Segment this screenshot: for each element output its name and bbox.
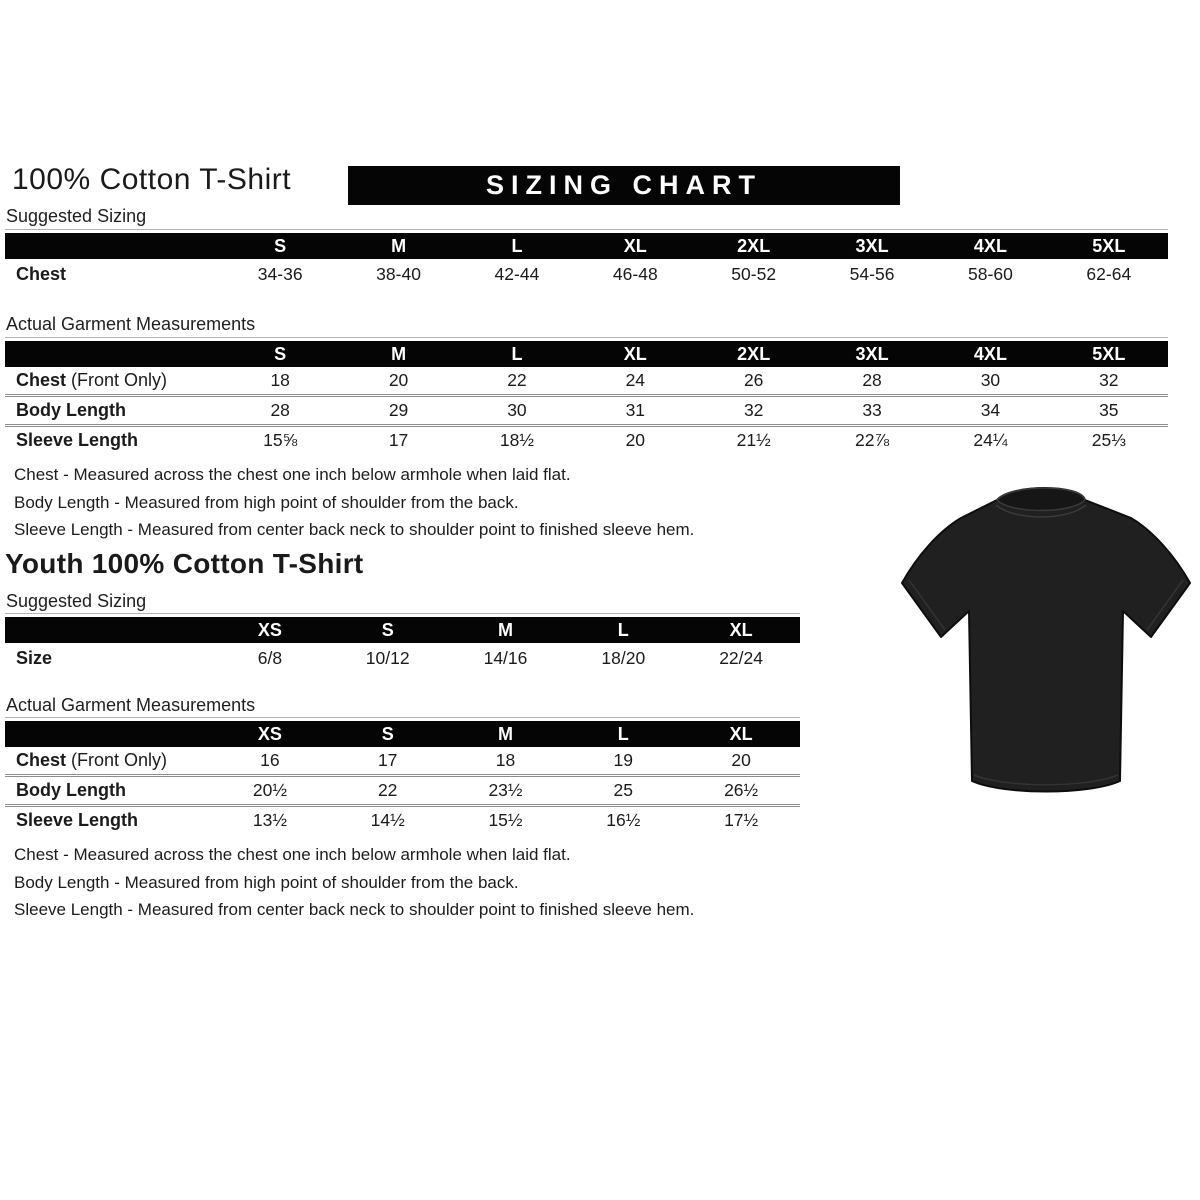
measurement-cell: 24¼ — [931, 426, 1049, 455]
measurement-cell: 26 — [743, 370, 764, 390]
size-column-header: L — [564, 721, 682, 747]
adult-measurement-notes — [14, 461, 694, 544]
size-column-header: S — [329, 617, 447, 643]
page-title: 100% Cotton T-Shirt — [12, 163, 292, 196]
header-spacer-cell — [5, 617, 211, 643]
header-spacer-cell — [5, 341, 221, 367]
measurement-cell: 38-40 — [376, 264, 421, 284]
measurement-cell: 20½ — [211, 776, 329, 806]
table-row — [5, 259, 1168, 290]
measurement-cell: 14½ — [329, 806, 447, 835]
measurement-cell: 28 — [862, 370, 882, 390]
measurement-cell: 19 — [613, 750, 634, 770]
measurement-cell: 50-52 — [731, 264, 777, 284]
row-label: Body Length — [5, 396, 221, 426]
sizing-chart-banner — [348, 166, 900, 205]
measurement-cell: 17 — [339, 426, 457, 455]
size-column-header: M — [447, 721, 565, 747]
size-column-header: XS — [211, 721, 329, 747]
measurement-cell: 30 — [980, 370, 1001, 390]
table-row — [5, 367, 1168, 396]
measurement-cell: 34-36 — [257, 264, 303, 284]
measurement-cell: 16 — [260, 750, 280, 770]
measurement-cell: 46-48 — [612, 264, 658, 284]
measurement-cell: 18 — [495, 750, 516, 770]
size-column-header: S — [329, 721, 447, 747]
measurement-cell: 25 — [564, 776, 682, 806]
adult-suggested-sizing-table — [5, 233, 1168, 290]
youth-suggested-sizing-label: Suggested Sizing — [6, 591, 147, 611]
measurement-cell: 42-44 — [494, 264, 540, 284]
measurement-cell: 31 — [576, 396, 694, 426]
measurement-cell: 24 — [625, 370, 646, 390]
adult-actual-measurements-label: Actual Garment Measurements — [6, 314, 256, 334]
divider-rule — [5, 717, 800, 718]
size-column-header: 3XL — [813, 233, 931, 259]
note-line: Sleeve Length - Measured from center back neck to shoulder point to finished sleeve hem. — [14, 520, 695, 539]
sizing-chart-banner-text: SIZING CHART — [486, 170, 762, 200]
measurement-cell: 20 — [576, 426, 694, 455]
measurement-cell: 18½ — [458, 426, 576, 455]
size-column-header: L — [458, 233, 576, 259]
adult-suggested-sizing-label: Suggested Sizing — [6, 206, 147, 226]
table-row — [5, 806, 800, 835]
measurement-cell: 23½ — [447, 776, 565, 806]
row-label: Chest (Front Only) — [16, 370, 168, 390]
measurement-cell: 28 — [221, 396, 339, 426]
divider-rule — [5, 613, 800, 614]
youth-actual-measurements-table — [5, 721, 800, 834]
row-label: Sleeve Length — [5, 426, 221, 455]
row-label: Sleeve Length — [5, 806, 211, 835]
size-column-header: 5XL — [1050, 233, 1168, 259]
youth-section-title: Youth 100% Cotton T-Shirt — [5, 548, 364, 579]
note-line: Sleeve Length - Measured from center back neck to shoulder point to finished sleeve hem. — [14, 900, 695, 919]
youth-measurement-notes — [14, 841, 694, 924]
size-column-header: XL — [682, 721, 800, 747]
header-spacer-cell — [5, 721, 211, 747]
measurement-cell: 16½ — [564, 806, 682, 835]
measurement-cell: 32 — [695, 396, 813, 426]
measurement-cell: 21½ — [695, 426, 813, 455]
measurement-cell: 13½ — [211, 806, 329, 835]
measurement-cell: 18/20 — [601, 648, 646, 668]
size-column-header: L — [458, 341, 576, 367]
row-label: Chest — [16, 264, 67, 284]
measurement-cell: 15½ — [447, 806, 565, 835]
table-row — [5, 776, 800, 806]
table-row — [5, 747, 800, 776]
measurement-cell: 22⅞ — [813, 426, 931, 455]
size-column-header: XL — [576, 341, 694, 367]
size-column-header: 2XL — [695, 233, 813, 259]
measurement-cell: 6/8 — [257, 648, 283, 668]
size-column-header: L — [564, 617, 682, 643]
adult-actual-measurements-table — [5, 341, 1168, 454]
note-line: Body Length - Measured from high point of shoulder from the back. — [14, 872, 519, 892]
tshirt-collar — [997, 488, 1085, 511]
measurement-cell: 22/24 — [719, 648, 763, 668]
size-column-header: XL — [576, 233, 694, 259]
measurement-cell: 32 — [1099, 370, 1119, 390]
measurement-cell: 58-60 — [968, 264, 1013, 284]
table-row — [5, 643, 800, 674]
measurement-cell: 35 — [1050, 396, 1168, 426]
youth-suggested-sizing-table — [5, 617, 800, 674]
divider-rule — [5, 229, 1168, 230]
divider-rule — [5, 337, 1168, 338]
measurement-cell: 25⅓ — [1050, 426, 1168, 455]
size-column-header: M — [339, 233, 457, 259]
measurement-cell: 34 — [931, 396, 1049, 426]
size-column-header: M — [339, 341, 457, 367]
header-spacer-cell — [5, 233, 221, 259]
note-line: Body Length - Measured from high point of shoulder from the back. — [14, 492, 519, 512]
row-label: Chest (Front Only) — [16, 750, 168, 770]
measurement-cell: 14/16 — [483, 648, 528, 668]
measurement-cell: 20 — [388, 370, 409, 390]
row-label: Size — [16, 648, 53, 668]
measurement-cell: 17 — [377, 750, 398, 770]
measurement-cell: 17½ — [682, 806, 800, 835]
size-column-header: XS — [211, 617, 329, 643]
measurement-cell: 26½ — [682, 776, 800, 806]
note-line: Chest - Measured across the chest one inch below armhole when laid flat. — [14, 465, 571, 484]
size-column-header: 4XL — [931, 341, 1049, 367]
youth-actual-measurements-label: Actual Garment Measurements — [6, 695, 256, 715]
measurement-cell: 62-64 — [1086, 264, 1132, 284]
table-row — [5, 396, 1168, 426]
size-column-header: XL — [682, 617, 800, 643]
measurement-cell: 10/12 — [365, 648, 410, 668]
measurement-cell: 54-56 — [849, 264, 895, 284]
note-line: Chest - Measured across the chest one inch below armhole when laid flat. — [14, 845, 571, 864]
size-column-header: S — [221, 233, 339, 259]
measurement-cell: 33 — [813, 396, 931, 426]
measurement-cell: 22 — [329, 776, 447, 806]
size-column-header: S — [221, 341, 339, 367]
size-column-header: 2XL — [695, 341, 813, 367]
size-column-header: 5XL — [1050, 341, 1168, 367]
row-label: Body Length — [5, 776, 211, 806]
table-row — [5, 426, 1168, 455]
tshirt-body — [902, 488, 1190, 792]
measurement-cell: 29 — [339, 396, 457, 426]
measurement-cell: 20 — [731, 750, 751, 770]
measurement-cell: 15⅝ — [221, 426, 339, 455]
size-column-header: 4XL — [931, 233, 1049, 259]
size-column-header: 3XL — [813, 341, 931, 367]
black-tshirt-image — [893, 478, 1199, 813]
measurement-cell: 30 — [458, 396, 576, 426]
measurement-cell: 22 — [507, 370, 527, 390]
measurement-cell: 18 — [270, 370, 290, 390]
size-column-header: M — [447, 617, 565, 643]
